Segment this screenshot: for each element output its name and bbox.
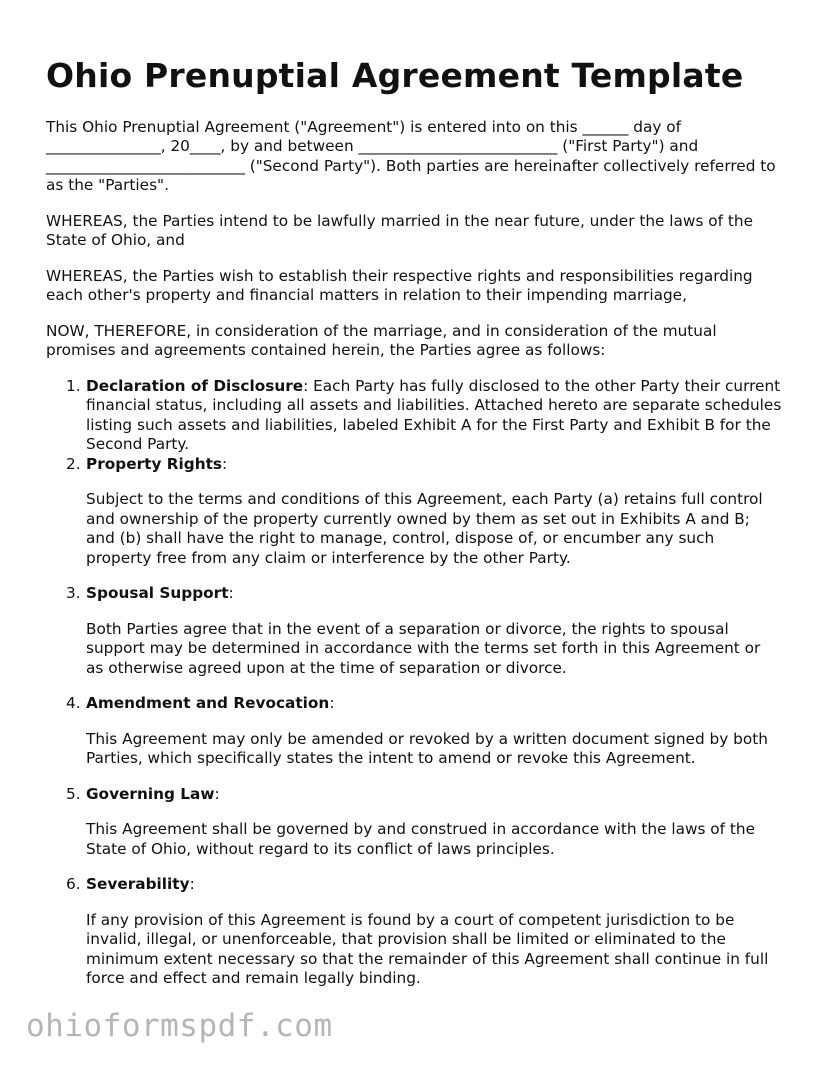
heading-colon: : [214, 784, 220, 803]
section-heading: Declaration of Disclosure [86, 376, 304, 395]
whereas-paragraph-1: WHEREAS, the Parties intend to be lawfully married in the near future, under the laws of the State of Ohio, and [46, 211, 753, 250]
section-heading: Severability [86, 875, 190, 894]
section-item [46, 584, 782, 678]
heading-colon: : [222, 454, 228, 473]
section-number: 4. [66, 694, 81, 713]
section-number: 5. [66, 784, 81, 803]
section-heading: Amendment and Revocation [86, 694, 330, 713]
whereas-paragraph-2: WHEREAS, the Parties wish to establish their respective rights and responsibilities regarding each other's property and financial matters in relation to their impending marriage, [46, 266, 753, 305]
section-text: If any provision of this Agreement is found by a court of competent jurisdiction to be invalid, illegal, or unenforceable, that provision shall be limited or eliminated to the minimum extent necessary so that the remainder of this Agreement shall continue in full force and effect and remain legally binding. [86, 910, 769, 988]
section-text: Both Parties agree that in the event of a separation or divorce, the rights to spousal support may be determined in accordance with the terms set forth in this Agreement or as otherwise agreed upon at the time of separation or divorce. [86, 619, 761, 677]
section-text: This Agreement may only be amended or revoked by a written document signed by both Parties, which specifically states the intent to amend or revoke this Agreement. [86, 729, 768, 768]
document-title: Ohio Prenuptial Agreement Template [46, 56, 744, 95]
section-number: 3. [66, 584, 81, 603]
section-text: Subject to the terms and conditions of this Agreement, each Party (a) retains full control and ownership of the property currently owned by them as set out in Exhibits A and B; and (b) shall have the right to manage, control, dispose of, or encumber any such property free from any claim or interference by the other Party. [86, 490, 763, 567]
section-header [86, 584, 782, 604]
heading-colon: : [228, 584, 234, 603]
section-item [46, 377, 782, 455]
section-text: : Each Party has fully disclosed to the other Party their current financial status, including all assets and liabilities. Attached hereto are separate schedules listing such assets and liabilities, labeled Exhibit A for the First Party and Exhibit B for the Second Party. [86, 376, 782, 454]
section-item [46, 455, 782, 569]
section-text: This Agreement shall be governed by and construed in accordance with the laws of the State of Ohio, without regard to its conflict of laws principles. [86, 820, 756, 858]
intro-paragraph: This Ohio Prenuptial Agreement ("Agreement") is entered into on this ______ day of _______________, 20____, by and between __________________________ ("First Party") and __________________________ ("Second Party"). Both parties are hereinafter collectively referred to as the "Parties". [46, 117, 776, 195]
heading-colon: : [329, 694, 335, 713]
section-heading: Spousal Support [86, 584, 229, 603]
section-heading: Governing Law [86, 784, 215, 803]
document-page [46, 56, 782, 1005]
section-header [86, 785, 782, 805]
section-heading: Property Rights [86, 454, 223, 473]
watermark-text: ohioformspdf.com [26, 1008, 333, 1044]
section-header [86, 694, 782, 714]
now-therefore-paragraph: NOW, THEREFORE, in consideration of the marriage, and in consideration of the mutual promises and agreements contained herein, the Parties agree as follows: [46, 321, 717, 360]
section-number: 2. [66, 454, 81, 473]
section-item [46, 785, 782, 860]
section-item [46, 875, 782, 989]
section-header [86, 875, 782, 895]
sections-list [46, 377, 782, 989]
section-number: 6. [66, 875, 81, 894]
section-number: 1. [66, 376, 81, 395]
heading-colon: : [189, 875, 195, 894]
section-item [46, 694, 782, 769]
section-header [86, 455, 782, 475]
section-content [86, 377, 782, 455]
